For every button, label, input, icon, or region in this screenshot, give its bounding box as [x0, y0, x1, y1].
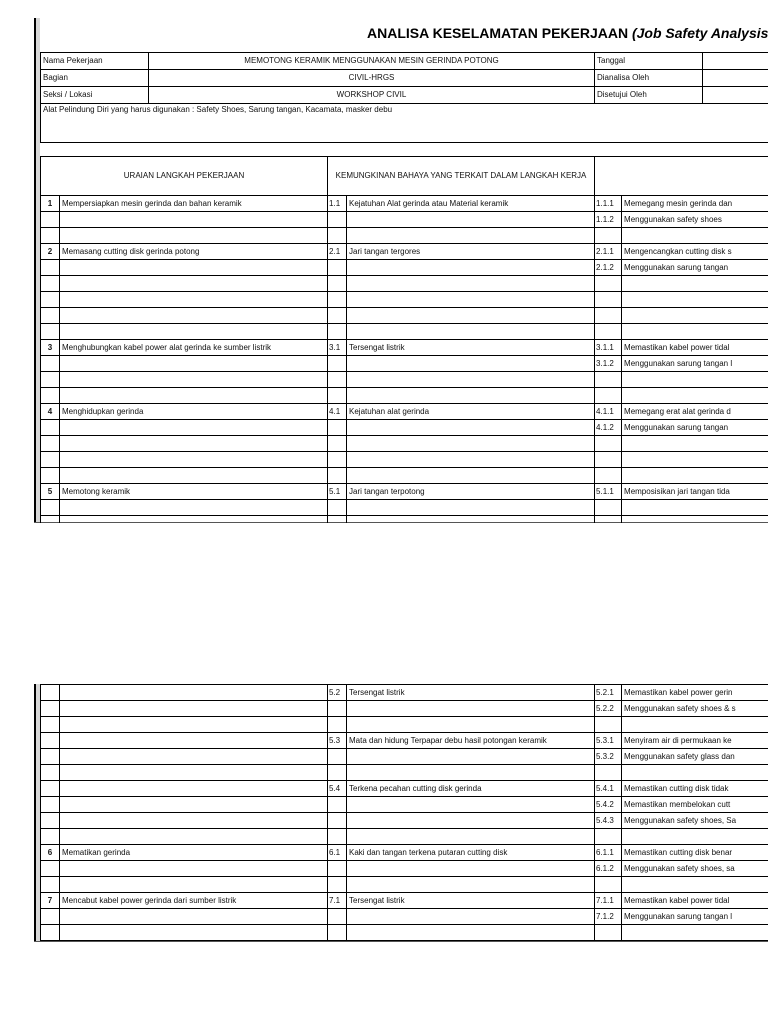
hazard-number[interactable]: [328, 260, 347, 276]
control-number[interactable]: 3.1.2: [595, 356, 622, 372]
step-number[interactable]: [41, 765, 60, 781]
worksheet-page-2: [34, 684, 768, 942]
dianalisa-label: Dianalisa Oleh: [595, 70, 703, 87]
table-row: [41, 484, 768, 500]
hazard-number[interactable]: [328, 212, 347, 228]
step-number[interactable]: [41, 781, 60, 797]
jsa-table-page-1: [40, 156, 768, 523]
hazard-number[interactable]: [328, 276, 347, 292]
step-number[interactable]: [41, 516, 60, 524]
step-description[interactable]: [60, 276, 328, 292]
table-row: [41, 797, 768, 813]
document-title-italic: (Job Safety Analysis: [631, 25, 768, 41]
control-description[interactable]: Menggunakan safety shoes, sa: [622, 861, 768, 877]
hazard-description[interactable]: [347, 749, 595, 765]
control-number[interactable]: [595, 829, 622, 845]
step-number[interactable]: [41, 797, 60, 813]
control-description[interactable]: Menggunakan sarung tangan l: [622, 356, 768, 372]
control-number[interactable]: 4.1.2: [595, 420, 622, 436]
table-row: [41, 356, 768, 372]
step-number[interactable]: [41, 717, 60, 733]
hazard-description[interactable]: [347, 500, 595, 516]
step-number[interactable]: [41, 228, 60, 244]
hazard-description[interactable]: [347, 925, 595, 941]
seksi-value[interactable]: WORKSHOP CIVIL: [149, 87, 595, 104]
hazard-description[interactable]: [347, 308, 595, 324]
hazard-number[interactable]: [328, 813, 347, 829]
hazard-number[interactable]: 5.2: [328, 685, 347, 701]
table-row: [41, 436, 768, 452]
step-description[interactable]: [60, 877, 328, 893]
step-number[interactable]: 2: [41, 244, 60, 260]
hazard-description[interactable]: [347, 212, 595, 228]
control-description[interactable]: [622, 877, 768, 893]
step-description[interactable]: Mencabut kabel power gerinda dari sumber listrik: [60, 893, 328, 909]
hazard-number[interactable]: [328, 228, 347, 244]
table-row: [41, 516, 768, 524]
hazard-number[interactable]: [328, 436, 347, 452]
control-description[interactable]: Memegang mesin gerinda dan: [622, 196, 768, 212]
control-description[interactable]: [622, 500, 768, 516]
step-description[interactable]: Memotong keramik: [60, 484, 328, 500]
step-description[interactable]: [60, 468, 328, 484]
hazard-number[interactable]: [328, 749, 347, 765]
step-number[interactable]: [41, 436, 60, 452]
step-number[interactable]: [41, 468, 60, 484]
hazard-number[interactable]: [328, 797, 347, 813]
table-row: [41, 228, 768, 244]
column-header-hazards: KEMUNGKINAN BAHAYA YANG TERKAIT DALAM LANGKAH KERJA: [328, 157, 595, 196]
step-description[interactable]: [60, 861, 328, 877]
hazard-description[interactable]: [347, 228, 595, 244]
step-number[interactable]: [41, 372, 60, 388]
step-description[interactable]: [60, 228, 328, 244]
hazard-description[interactable]: Kaki dan tangan terkena putaran cutting disk: [347, 845, 595, 861]
hazard-number[interactable]: [328, 468, 347, 484]
control-number[interactable]: 6.1.1: [595, 845, 622, 861]
control-description[interactable]: Memastikan kabel power gerin: [622, 685, 768, 701]
control-number[interactable]: [595, 308, 622, 324]
disetujui-value[interactable]: [703, 87, 768, 104]
hazard-description[interactable]: [347, 468, 595, 484]
table-row: [41, 813, 768, 829]
hazard-number[interactable]: 4.1: [328, 404, 347, 420]
step-description[interactable]: [60, 308, 328, 324]
hazard-number[interactable]: [328, 308, 347, 324]
step-number[interactable]: [41, 420, 60, 436]
step-description[interactable]: [60, 436, 328, 452]
hazard-description[interactable]: Terkena pecahan cutting disk gerinda: [347, 781, 595, 797]
step-description[interactable]: [60, 372, 328, 388]
step-number[interactable]: [41, 292, 60, 308]
table-row: [41, 845, 768, 861]
hazard-description[interactable]: [347, 356, 595, 372]
dianalisa-value[interactable]: [703, 70, 768, 87]
step-description[interactable]: [60, 925, 328, 941]
hazard-description[interactable]: [347, 516, 595, 524]
control-number[interactable]: 5.3.1: [595, 733, 622, 749]
control-description[interactable]: Memastikan kabel power tidal: [622, 340, 768, 356]
table-row: [41, 292, 768, 308]
hazard-number[interactable]: [328, 829, 347, 845]
step-number[interactable]: [41, 877, 60, 893]
document-title: ANALISA KESELAMATAN PEKERJAAN (Job Safety Analysis: [367, 25, 768, 41]
table-row: [41, 781, 768, 797]
control-description[interactable]: [622, 925, 768, 941]
step-description[interactable]: [60, 717, 328, 733]
step-description[interactable]: Memasang cutting disk gerinda potong: [60, 244, 328, 260]
step-description[interactable]: [60, 685, 328, 701]
nama-pekerjaan-value[interactable]: MEMOTONG KERAMIK MENGGUNAKAN MESIN GERINDA POTONG: [149, 53, 595, 70]
control-description[interactable]: [622, 765, 768, 781]
step-description[interactable]: [60, 292, 328, 308]
control-number[interactable]: [595, 500, 622, 516]
table-row: [41, 404, 768, 420]
control-description[interactable]: Menggunakan safety glass dan: [622, 749, 768, 765]
control-description[interactable]: [622, 452, 768, 468]
step-number[interactable]: [41, 452, 60, 468]
hazard-description[interactable]: Tersengat listrik: [347, 893, 595, 909]
hazard-description[interactable]: [347, 813, 595, 829]
control-number[interactable]: [595, 228, 622, 244]
hazard-description[interactable]: [347, 877, 595, 893]
hazard-description[interactable]: [347, 388, 595, 404]
control-description[interactable]: [622, 276, 768, 292]
control-description[interactable]: Memegang erat alat gerinda d: [622, 404, 768, 420]
control-number[interactable]: 5.4.1: [595, 781, 622, 797]
hazard-description[interactable]: [347, 324, 595, 340]
hazard-number[interactable]: 6.1: [328, 845, 347, 861]
hazard-number[interactable]: 2.1: [328, 244, 347, 260]
table-row: [41, 909, 768, 925]
hazard-number[interactable]: [328, 372, 347, 388]
table-row: [41, 340, 768, 356]
table-row: [41, 260, 768, 276]
step-description[interactable]: [60, 500, 328, 516]
hazard-number[interactable]: 5.3: [328, 733, 347, 749]
control-number[interactable]: [595, 324, 622, 340]
control-number[interactable]: 5.4.3: [595, 813, 622, 829]
table-row: [41, 244, 768, 260]
control-description[interactable]: [622, 516, 768, 524]
control-description[interactable]: Mengencangkan cutting disk s: [622, 244, 768, 260]
step-number[interactable]: [41, 813, 60, 829]
control-description[interactable]: [622, 436, 768, 452]
step-number[interactable]: [41, 749, 60, 765]
step-description[interactable]: [60, 909, 328, 925]
hazard-description[interactable]: Tersengat listrik: [347, 340, 595, 356]
table-row: [41, 324, 768, 340]
step-number[interactable]: 7: [41, 893, 60, 909]
table-row: [41, 861, 768, 877]
control-number[interactable]: 1.1.2: [595, 212, 622, 228]
hazard-number[interactable]: [328, 324, 347, 340]
control-description[interactable]: [622, 829, 768, 845]
control-description[interactable]: [622, 372, 768, 388]
jsa-rows-page-2: [41, 685, 768, 941]
control-number[interactable]: 5.3.2: [595, 749, 622, 765]
hazard-number[interactable]: [328, 909, 347, 925]
step-number[interactable]: [41, 324, 60, 340]
step-number[interactable]: [41, 685, 60, 701]
table-row: [41, 701, 768, 717]
table-row: [41, 468, 768, 484]
bagian-label: Bagian: [41, 70, 149, 87]
hazard-description[interactable]: [347, 276, 595, 292]
control-description[interactable]: Memposisikan jari tangan tida: [622, 484, 768, 500]
step-number[interactable]: [41, 500, 60, 516]
control-number[interactable]: [595, 372, 622, 388]
hazard-number[interactable]: [328, 388, 347, 404]
control-number[interactable]: 1.1.1: [595, 196, 622, 212]
step-description[interactable]: Menghubungkan kabel power alat gerinda ke sumber listrik: [60, 340, 328, 356]
control-number[interactable]: [595, 516, 622, 524]
hazard-number[interactable]: 7.1: [328, 893, 347, 909]
table-row: [41, 372, 768, 388]
apd-cell[interactable]: Alat Pelindung Diri yang harus digunakan : Safety Shoes, Sarung tangan, Kacamata, masker debu: [41, 104, 768, 143]
control-description[interactable]: Menggunakan sarung tangan l: [622, 909, 768, 925]
table-row: [41, 308, 768, 324]
table-row: [41, 388, 768, 404]
hazard-number[interactable]: [328, 452, 347, 468]
control-description[interactable]: Menggunakan sarung tangan: [622, 260, 768, 276]
table-row: [41, 717, 768, 733]
control-description[interactable]: Menggunakan safety shoes, Sa: [622, 813, 768, 829]
step-number[interactable]: [41, 388, 60, 404]
hazard-description[interactable]: [347, 797, 595, 813]
column-header-steps: URAIAN LANGKAH PEKERJAAN: [41, 157, 328, 196]
table-row: [41, 420, 768, 436]
control-description[interactable]: [622, 292, 768, 308]
hazard-number[interactable]: [328, 701, 347, 717]
control-number[interactable]: [595, 765, 622, 781]
step-number[interactable]: [41, 861, 60, 877]
hazard-number[interactable]: [328, 861, 347, 877]
tanggal-label: Tanggal: [595, 53, 703, 70]
hazard-description[interactable]: [347, 765, 595, 781]
bagian-value[interactable]: CIVIL-HRGS: [149, 70, 595, 87]
table-row: [41, 212, 768, 228]
hazard-description[interactable]: Kejatuhan alat gerinda: [347, 404, 595, 420]
step-description[interactable]: [60, 452, 328, 468]
step-description[interactable]: [60, 388, 328, 404]
hazard-number[interactable]: [328, 516, 347, 524]
step-description[interactable]: [60, 749, 328, 765]
control-number[interactable]: [595, 276, 622, 292]
hazard-number[interactable]: [328, 356, 347, 372]
step-number[interactable]: [41, 260, 60, 276]
control-description[interactable]: [622, 388, 768, 404]
step-description[interactable]: [60, 829, 328, 845]
step-description[interactable]: [60, 733, 328, 749]
jsa-rows-page-1: [41, 196, 768, 524]
control-number[interactable]: [595, 292, 622, 308]
control-number[interactable]: [595, 388, 622, 404]
step-description[interactable]: [60, 420, 328, 436]
hazard-number[interactable]: [328, 925, 347, 941]
step-number[interactable]: [41, 276, 60, 292]
control-number[interactable]: 5.4.2: [595, 797, 622, 813]
step-description[interactable]: [60, 212, 328, 228]
table-row: [41, 749, 768, 765]
hazard-number[interactable]: 5.1: [328, 484, 347, 500]
step-number[interactable]: 4: [41, 404, 60, 420]
table-row: [41, 829, 768, 845]
hazard-number[interactable]: [328, 500, 347, 516]
step-description[interactable]: [60, 781, 328, 797]
step-number[interactable]: [41, 733, 60, 749]
table-row: [41, 893, 768, 909]
hazard-description[interactable]: Mata dan hidung Terpapar debu hasil potongan keramik: [347, 733, 595, 749]
control-description[interactable]: Memastikan membelokan cutt: [622, 797, 768, 813]
control-number[interactable]: [595, 452, 622, 468]
table-row: [41, 925, 768, 941]
hazard-description[interactable]: [347, 420, 595, 436]
hazard-number[interactable]: [328, 717, 347, 733]
control-description[interactable]: Menggunakan safety shoes & s: [622, 701, 768, 717]
control-number[interactable]: 5.1.1: [595, 484, 622, 500]
step-description[interactable]: Mempersiapkan mesin gerinda dan bahan keramik: [60, 196, 328, 212]
hazard-description[interactable]: [347, 452, 595, 468]
control-number[interactable]: [595, 717, 622, 733]
hazard-description[interactable]: Jari tangan terpotong: [347, 484, 595, 500]
step-description[interactable]: [60, 765, 328, 781]
control-number[interactable]: 4.1.1: [595, 404, 622, 420]
hazard-description[interactable]: [347, 260, 595, 276]
step-number[interactable]: [41, 356, 60, 372]
control-number[interactable]: [595, 877, 622, 893]
disetujui-label: Disetujui Oleh: [595, 87, 703, 104]
hazard-number[interactable]: 1.1: [328, 196, 347, 212]
hazard-description[interactable]: [347, 909, 595, 925]
step-number[interactable]: 1: [41, 196, 60, 212]
table-row: [41, 500, 768, 516]
hazard-number[interactable]: [328, 292, 347, 308]
nama-pekerjaan-label: Nama Pekerjaan: [41, 53, 149, 70]
table-row: [41, 733, 768, 749]
hazard-description[interactable]: Jari tangan tergores: [347, 244, 595, 260]
hazard-number[interactable]: 5.4: [328, 781, 347, 797]
hazard-description[interactable]: [347, 372, 595, 388]
step-number[interactable]: 6: [41, 845, 60, 861]
control-description[interactable]: Memastikan cutting disk tidak: [622, 781, 768, 797]
control-description[interactable]: [622, 324, 768, 340]
control-number[interactable]: 3.1.1: [595, 340, 622, 356]
table-row: [41, 452, 768, 468]
hazard-number[interactable]: [328, 765, 347, 781]
step-number[interactable]: [41, 925, 60, 941]
hazard-description[interactable]: [347, 701, 595, 717]
hazard-number[interactable]: 3.1: [328, 340, 347, 356]
step-description[interactable]: [60, 356, 328, 372]
tanggal-value[interactable]: [703, 53, 768, 70]
table-row: [41, 877, 768, 893]
control-number[interactable]: [595, 436, 622, 452]
step-number[interactable]: [41, 909, 60, 925]
hazard-description[interactable]: [347, 829, 595, 845]
step-description[interactable]: [60, 324, 328, 340]
control-number[interactable]: 2.1.1: [595, 244, 622, 260]
control-description[interactable]: Memastikan kabel power tidal: [622, 893, 768, 909]
step-description[interactable]: [60, 701, 328, 717]
table-row: [41, 276, 768, 292]
step-number[interactable]: [41, 829, 60, 845]
step-description[interactable]: [60, 516, 328, 524]
hazard-description[interactable]: [347, 861, 595, 877]
hazard-number[interactable]: [328, 420, 347, 436]
step-number[interactable]: 3: [41, 340, 60, 356]
control-description[interactable]: Memastikan cutting disk benar: [622, 845, 768, 861]
control-description[interactable]: [622, 308, 768, 324]
control-number[interactable]: 2.1.2: [595, 260, 622, 276]
control-description[interactable]: [622, 468, 768, 484]
control-description[interactable]: Menggunakan safety shoes: [622, 212, 768, 228]
hazard-description[interactable]: [347, 292, 595, 308]
control-number[interactable]: [595, 468, 622, 484]
step-number[interactable]: [41, 308, 60, 324]
hazard-number[interactable]: [328, 877, 347, 893]
step-description[interactable]: [60, 813, 328, 829]
table-row: [41, 685, 768, 701]
control-description[interactable]: [622, 717, 768, 733]
control-description[interactable]: Menggunakan sarung tangan: [622, 420, 768, 436]
control-number[interactable]: 6.1.2: [595, 861, 622, 877]
control-number[interactable]: 7.1.1: [595, 893, 622, 909]
seksi-label: Seksi / Lokasi: [41, 87, 149, 104]
step-description[interactable]: Menghidupkan gerinda: [60, 404, 328, 420]
table-row: [41, 196, 768, 212]
job-info-table: [40, 52, 768, 143]
control-description[interactable]: [622, 228, 768, 244]
step-number[interactable]: [41, 701, 60, 717]
worksheet-page-1: [34, 18, 768, 523]
table-row: [41, 765, 768, 781]
control-number[interactable]: 5.2.2: [595, 701, 622, 717]
column-header-controls: [595, 157, 768, 196]
hazard-description[interactable]: [347, 436, 595, 452]
hazard-description[interactable]: [347, 717, 595, 733]
control-description[interactable]: Menyiram air di permukaan ke: [622, 733, 768, 749]
control-number[interactable]: [595, 925, 622, 941]
step-number[interactable]: [41, 212, 60, 228]
control-number[interactable]: 7.1.2: [595, 909, 622, 925]
control-number[interactable]: 5.2.1: [595, 685, 622, 701]
step-description[interactable]: [60, 797, 328, 813]
hazard-description[interactable]: Tersengat listrik: [347, 685, 595, 701]
step-description[interactable]: [60, 260, 328, 276]
jsa-table-page-2: [40, 684, 768, 941]
hazard-description[interactable]: Kejatuhan Alat gerinda atau Material keramik: [347, 196, 595, 212]
step-number[interactable]: 5: [41, 484, 60, 500]
step-description[interactable]: Mematikan gerinda: [60, 845, 328, 861]
